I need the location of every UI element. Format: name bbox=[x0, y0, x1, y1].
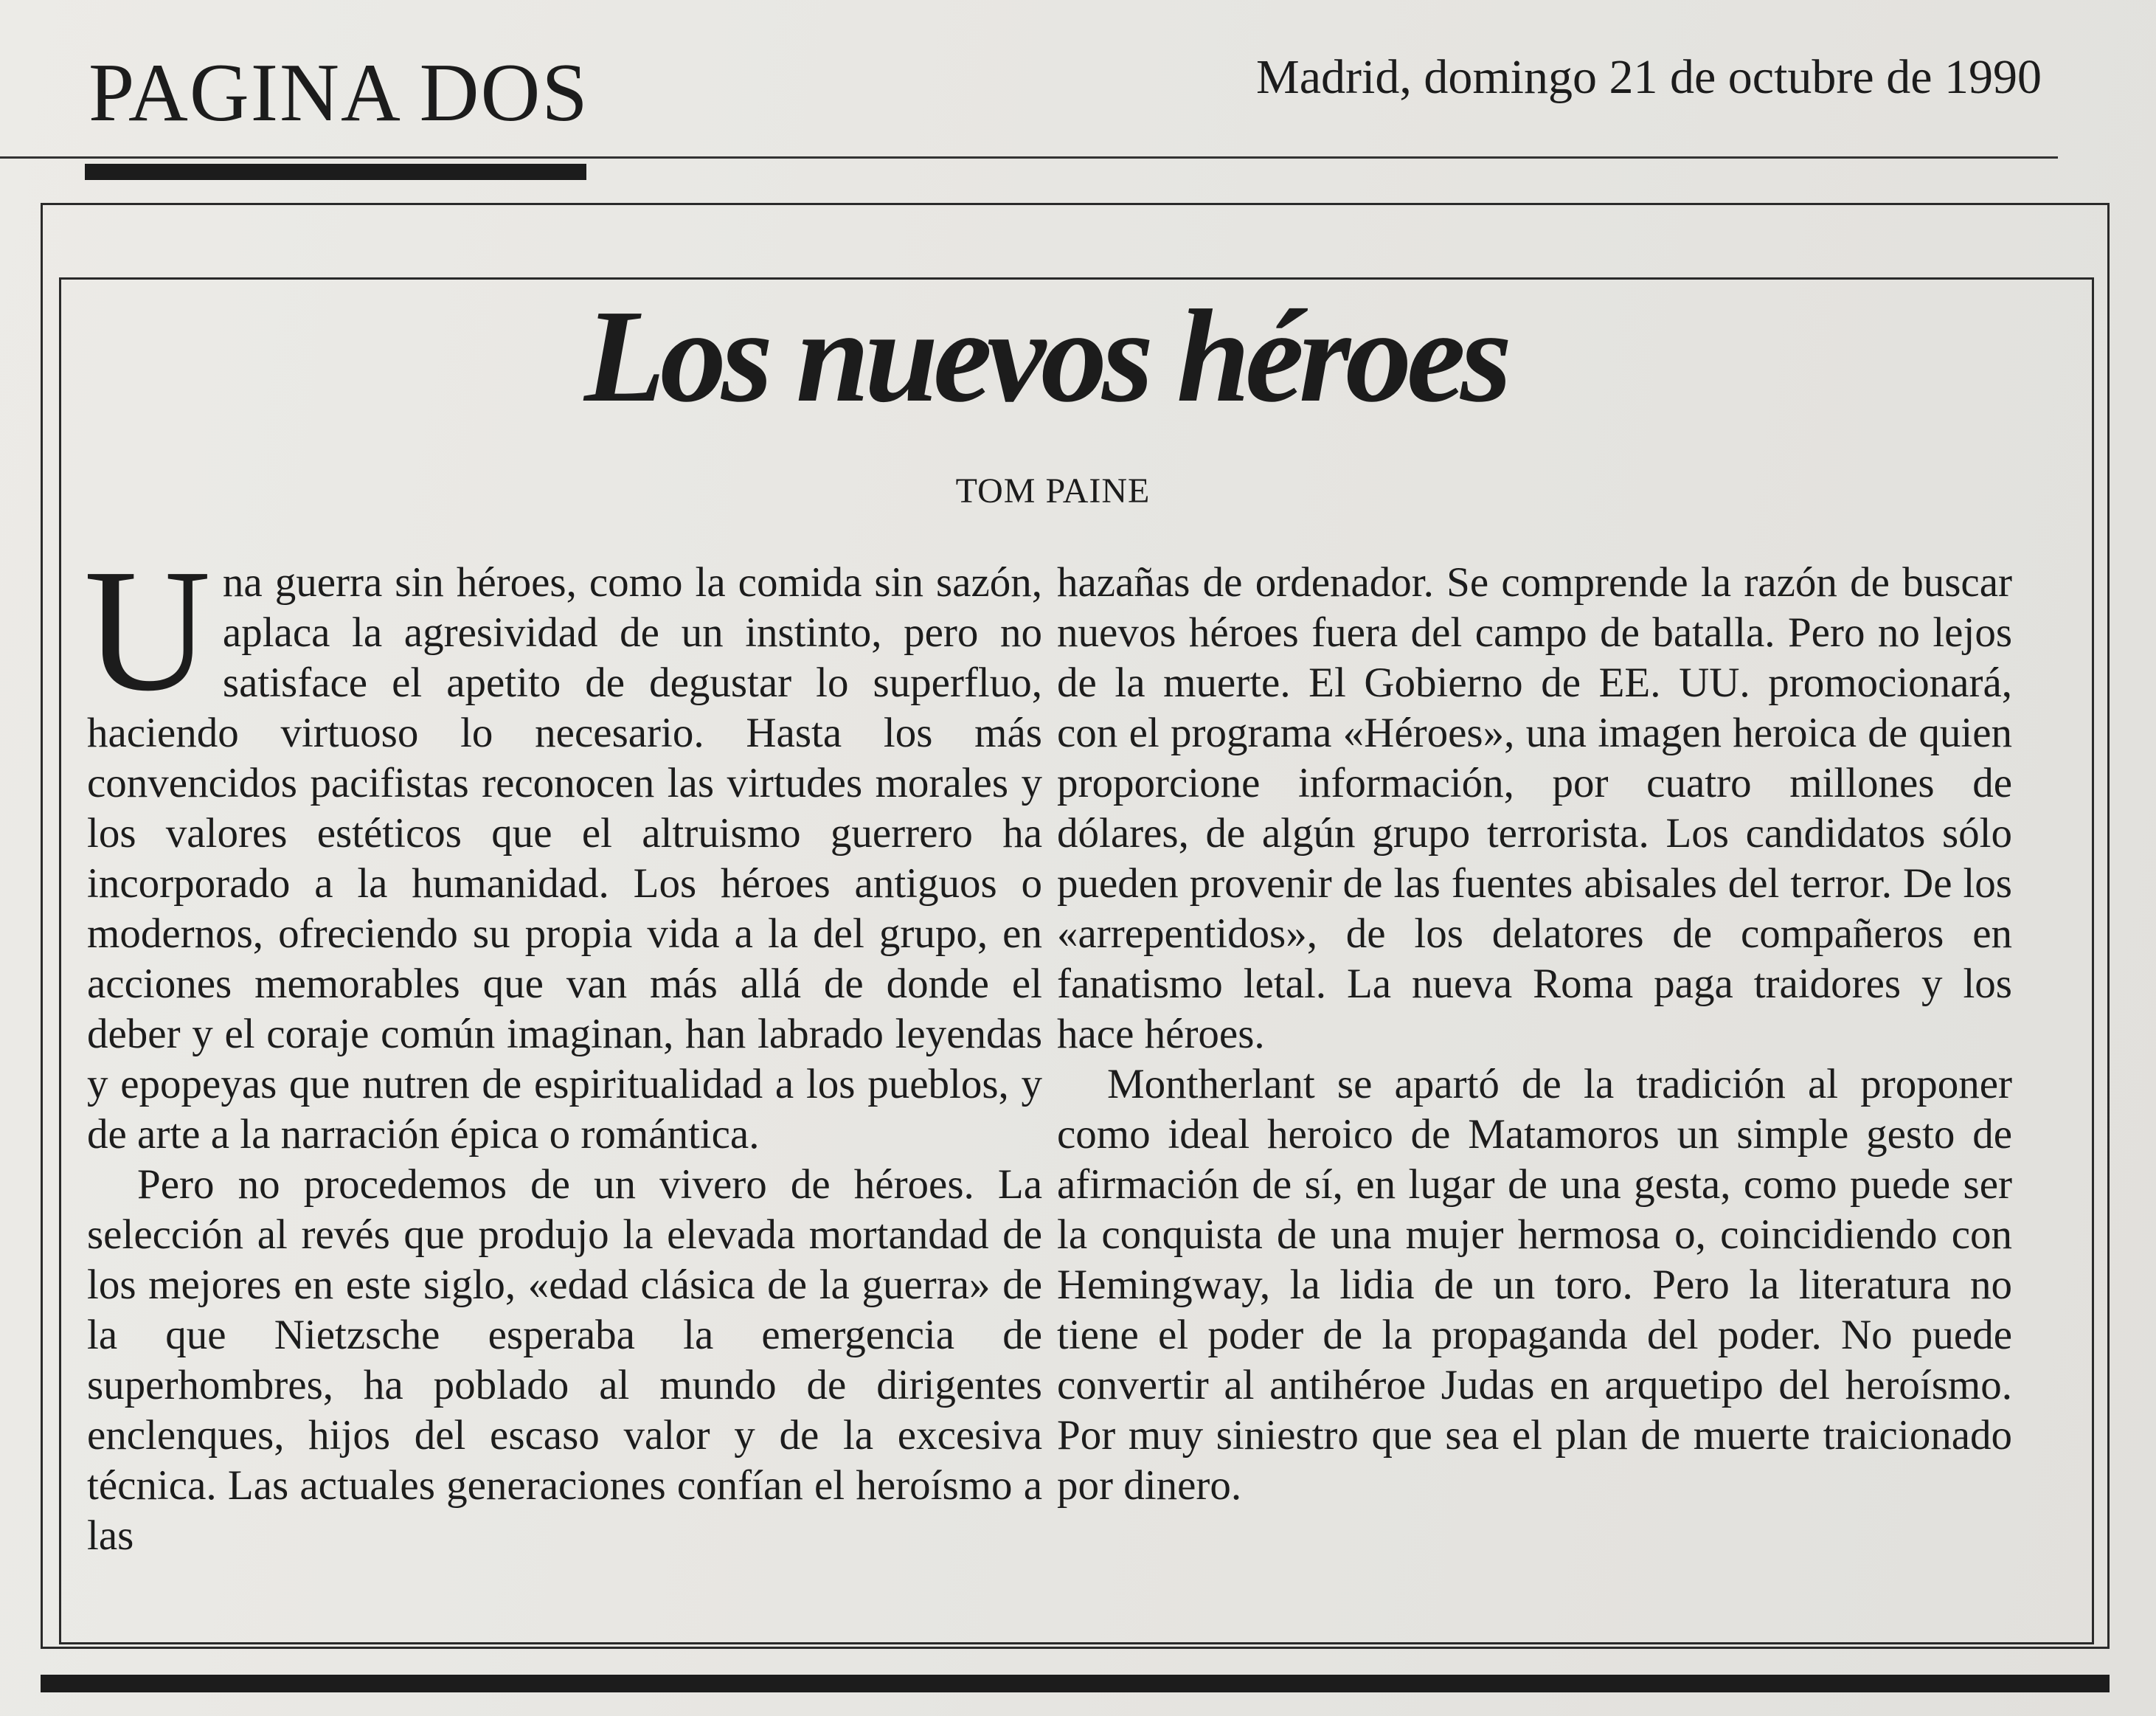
article-paragraph: hazañas de ordenador. Se comprende la razón de buscar nuevos héroes fuera del campo de batalla. Pero no lejos de la muerte. El Gobierno de EE. UU. promocionará, con el programa «Héroes», una imagen heroica de quien proporcione información, por cuatro millones de dólares, de algún grupo terrorista. Los candidatos sólo pueden provenir de las fuentes abisales del terror. De los «arrepentidos», de los delatores de compañeros en fanatismo letal. La nueva Roma paga traidores y los hace héroes. bbox=[1057, 559, 2012, 1057]
article-byline: TOM PAINE bbox=[955, 471, 1151, 511]
section-underline bbox=[85, 164, 586, 180]
article-box bbox=[41, 203, 2110, 1649]
section-title: PAGINA DOS bbox=[89, 47, 589, 139]
drop-cap: U bbox=[84, 533, 211, 727]
article-paragraph: Montherlant se apartó de la tradición al proponer como ideal heroico de Matamoros un simple gesto de afirmación de sí, en lugar de una gesta, como puede ser la conquista de una mujer hermosa o, coincidiendo con Hemingway, la lidia de un toro. Pero la literatura no tiene el poder de la propaganda del poder. No puede convertir al antihéroe Judas en arquetipo del heroísmo. Por muy siniestro que sea el plan de muerte traicionado por dinero. bbox=[1057, 1061, 2012, 1509]
article-headline: Los nuevos héroes bbox=[583, 283, 1508, 429]
bottom-rule bbox=[41, 1675, 2110, 1692]
dateline: Madrid, domingo 21 de octubre de 1990 bbox=[1256, 50, 2042, 104]
header-rule bbox=[0, 156, 2058, 159]
article-paragraph: Pero no procedemos de un vivero de héroes. La selección al revés que produjo la elevada mortandad de los mejores en este siglo, «edad clásica de la guerra» de la que Nietzsche esperaba la emergencia de superhombres, ha poblado al mundo de dirigentes enclenques, hijos del escaso valor y de la excesiva técnica. Las actuales generaciones confían el heroísmo a las bbox=[87, 1161, 1042, 1559]
article-column-left bbox=[84, 533, 1042, 1561]
article-column-right bbox=[1057, 558, 2012, 1511]
article-paragraph bbox=[84, 533, 1042, 1160]
paragraph-text: na guerra sin héroes, como la comida sin sazón, aplaca la agresividad de un instinto, pero no satisface el apetito de degustar lo superfluo, haciendo virtuoso lo necesario. Hasta los más convencidos pacifistas reconocen las virtudes morales y los valores estéticos que el altruismo guerrero ha incorporado a la humanidad. Los héroes antiguos o modernos, ofreciendo su propia vida a la del grupo, en acciones memorables que van más allá de donde el deber y el coraje común imaginan, han labrado leyendas y epopeyas que nutren de espiritualidad a los pueblos, y de arte a la narración épica o romántica. bbox=[87, 559, 1042, 1158]
